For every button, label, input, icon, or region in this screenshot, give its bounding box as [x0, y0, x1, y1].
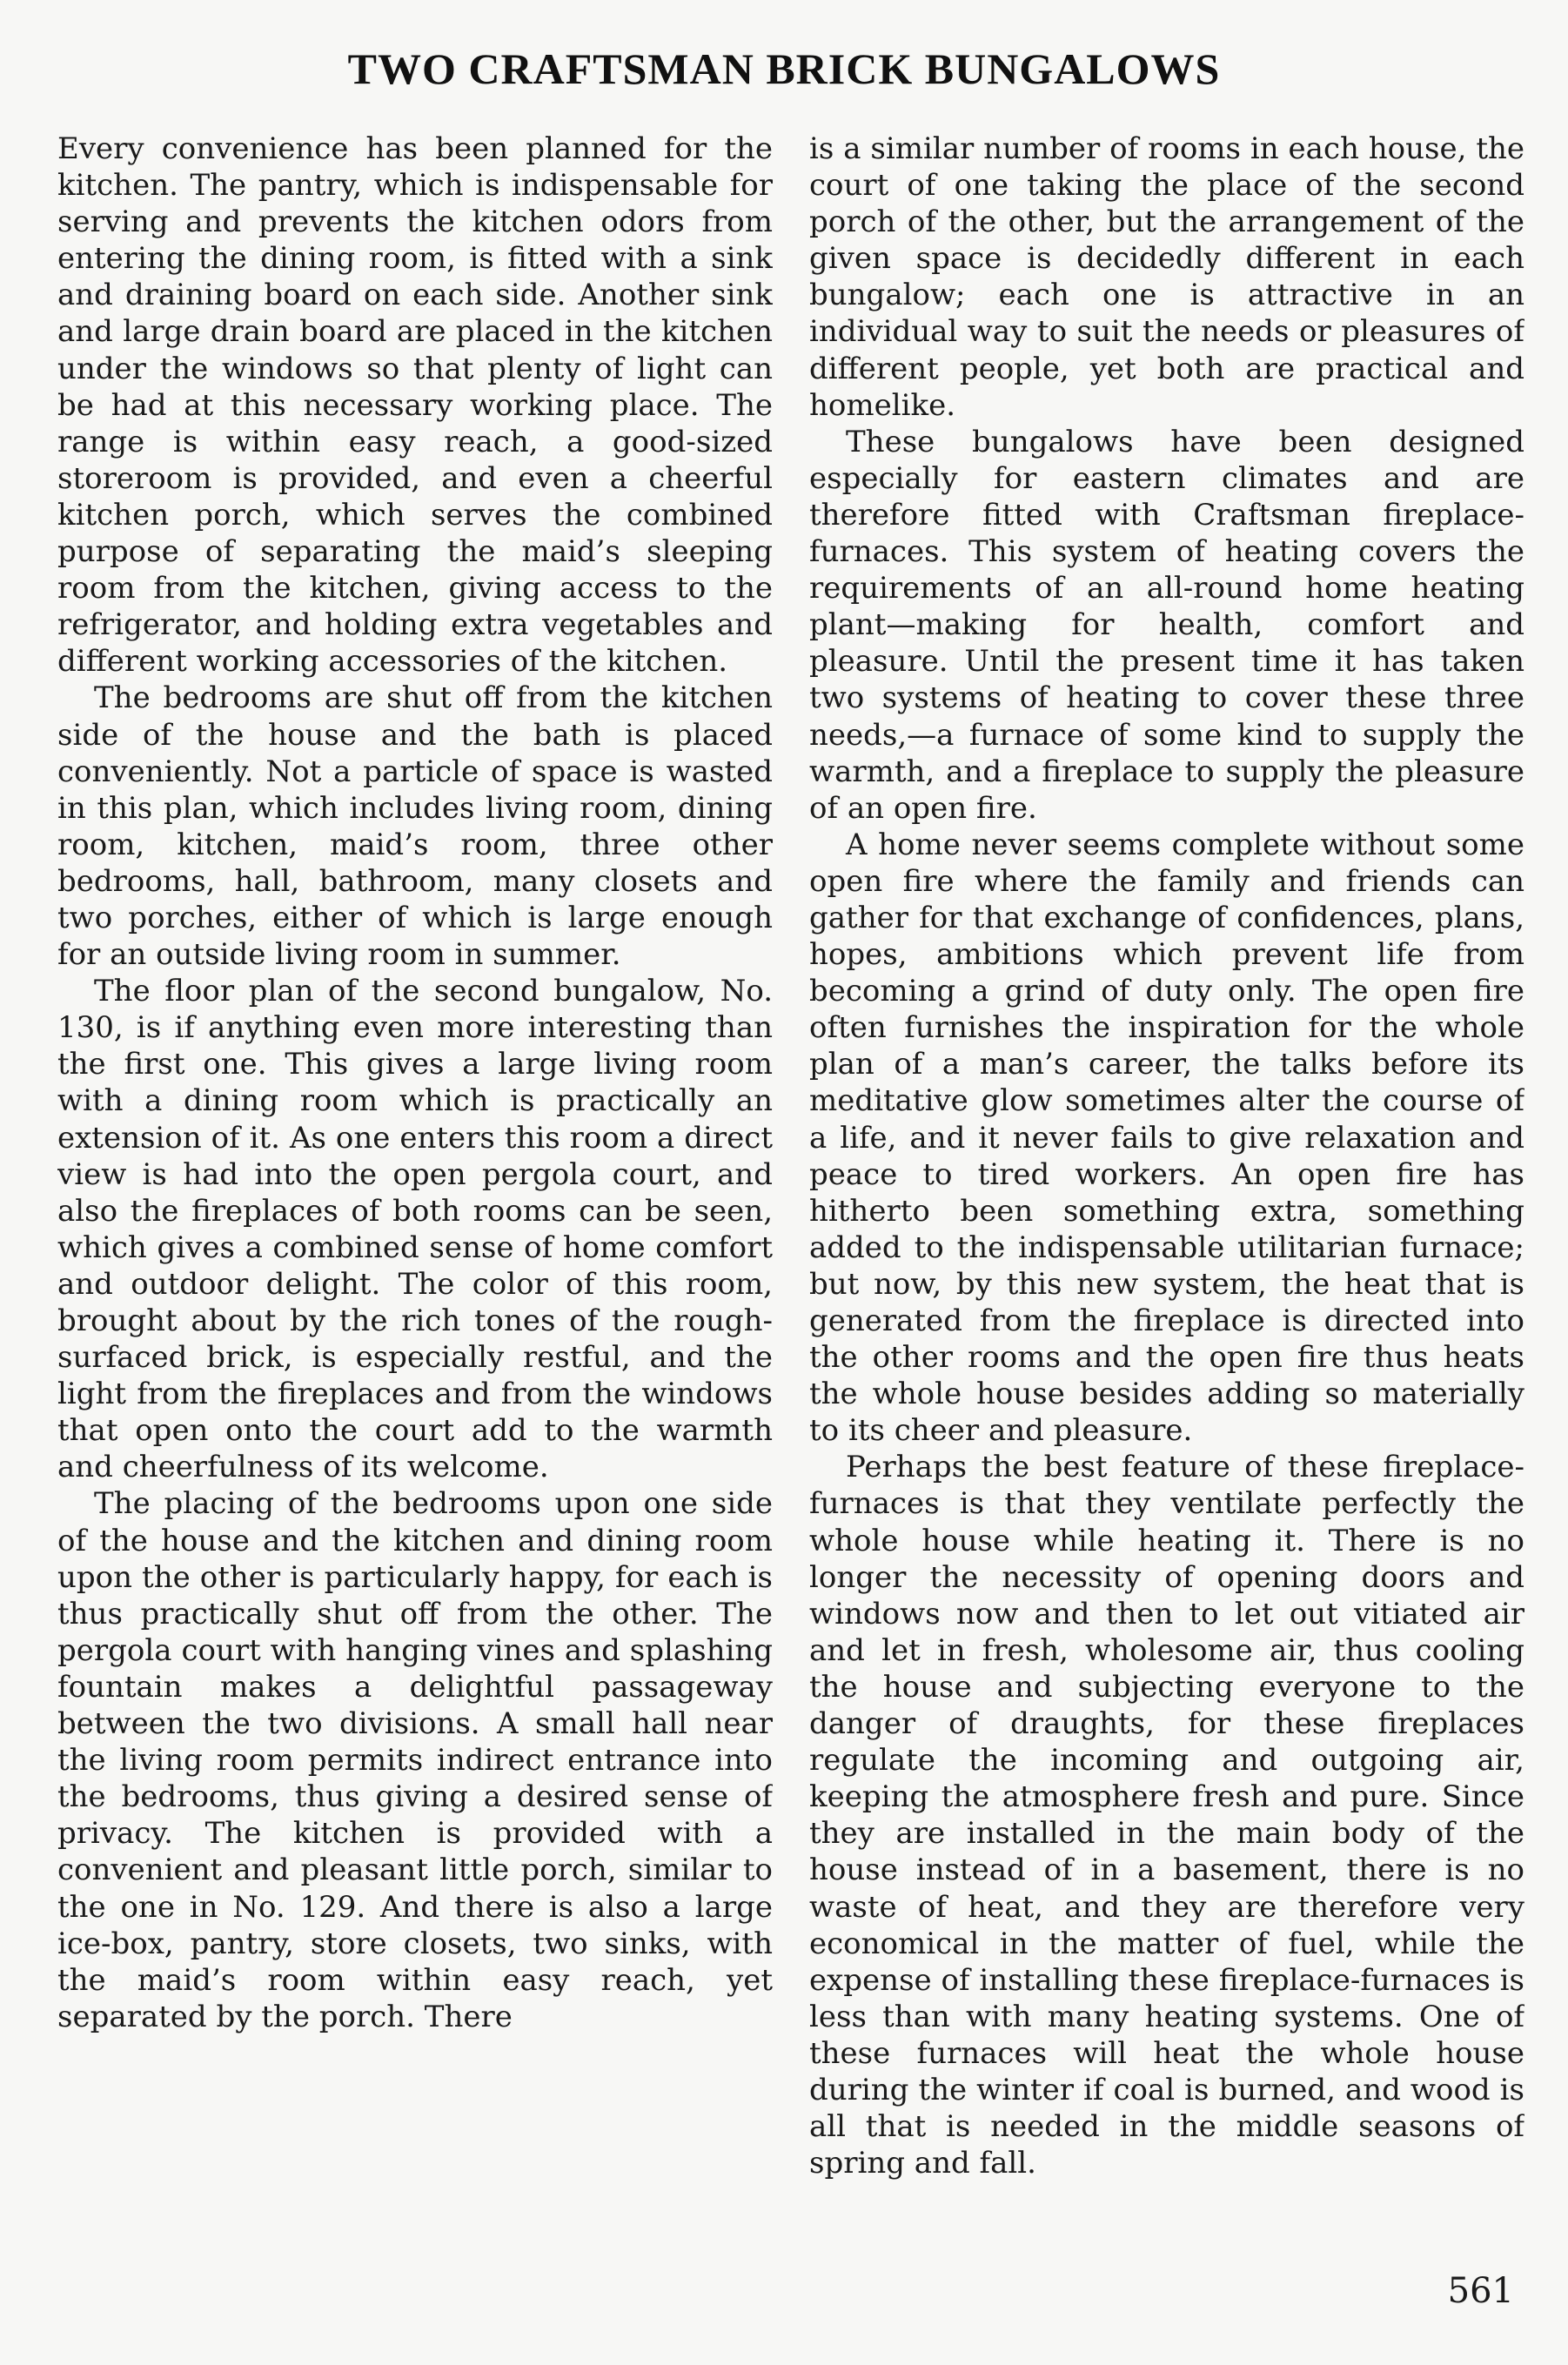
left-column — [57, 131, 773, 2271]
paragraph: The bedrooms are shut off from the kitchen side of the house and the bath is placed conveniently. Not a particle of space is wasted in this plan, which includes living room, dining room, kitchen, maid’s room, three other bedrooms, hall, bathroom, many closets and two porches, either of which is large enough for an outside living room in summer. — [57, 680, 773, 973]
paragraph: These bungalows have been designed especially for eastern climates and are therefore fitted with Craftsman fireplace-furnaces. This system of heating covers the requirements of an all-round home heating plant—making for health, comfort and pleasure. Until the present time it has taken two systems of heating to cover these three needs,—a furnace of some kind to supply the warmth, and a fireplace to supply the pleasure of an open fire. — [809, 424, 1524, 826]
paragraph: A home never seems complete without some open fire where the family and friends can gather for that exchange of confidences, plans, hopes, ambitions which prevent life from becoming a grind of duty only. The open fire often furnishes the inspiration for the whole plan of a man’s career, the talks before its meditative glow sometimes alter the course of a life, and it never fails to give relaxation and peace to tired workers. An open fire has hitherto been something extra, something added to the indispensable utilitarian furnace; but now, by this new system, the heat that is generated from the fireplace is directed into the other rooms and the open fire thus heats the whole house besides adding so materially to its cheer and pleasure. — [809, 827, 1524, 1449]
page-number: 561 — [1447, 2271, 1514, 2311]
paragraph: is a similar number of rooms in each house, the court of one taking the place of the second porch of the other, but the arrangement of the given space is decidedly different in each bungalow; each one is attractive in an individual way to suit the needs or pleasures of different people, yet both are practical and homelike. — [809, 131, 1524, 423]
page-title: TWO CRAFTSMAN BRICK BUNGALOWS — [347, 44, 1221, 93]
paragraph: Perhaps the best feature of these fireplace-furnaces is that they ventilate perfectly the whole house while heating it. There is no longer the necessity of opening doors and windows now and then to let out vitiated air and let in fresh, wholesome air, thus cooling the house and subjecting everyone to the danger of draughts, for these fireplaces regulate the incoming and outgoing air, keeping the atmosphere fresh and pure. Since they are installed in the main body of the house instead of in a basement, there is no waste of heat, and they are therefore very economical in the matter of fuel, while the expense of installing these fireplace-furnaces is less than with many heating systems. One of these furnaces will heat the whole house during the winter if coal is burned, and wood is all that is needed in the middle seasons of spring and fall. — [809, 1450, 1524, 2181]
paragraph: Every convenience has been planned for the kitchen. The pantry, which is indispensable for serving and prevents the kitchen odors from entering the dining room, is fitted with a sink and draining board on each side. Another sink and large drain board are placed in the kitchen under the windows so that plenty of light can be had at this necessary working place. The range is within easy reach, a good-sized storeroom is provided, and even a cheerful kitchen porch, which serves the combined purpose of separating the maid’s sleeping room from the kitchen, giving access to the refrigerator, and holding extra vegetables and different working accessories of the kitchen. — [57, 131, 773, 680]
paragraph: The placing of the bedrooms upon one side of the house and the kitchen and dining room upon the other is particularly happy, for each is thus practically shut off from the other. The pergola court with hanging vines and splashing fountain makes a delightful passageway between the two divisions. A small hall near the living room permits indirect entrance into the bedrooms, thus giving a desired sense of privacy. The kitchen is provided with a convenient and pleasant little porch, similar to the one in No. 129. And there is also a large ice-box, pantry, store closets, two sinks, with the maid’s room within easy reach, yet separated by the porch. There — [57, 1486, 773, 2034]
right-column — [809, 131, 1524, 2271]
paragraph: The floor plan of the second bungalow, No. 130, is if anything even more interesting than the first one. This gives a large living room with a dining room which is practically an extension of it. As one enters this room a direct view is had into the open pergola court, and also the fireplaces of both rooms can be seen, which gives a combined sense of home comfort and outdoor delight. The color of this room, brought about by the rich tones of the rough-surfaced brick, is especially restful, and the light from the fireplaces and from the windows that open onto the court add to the warmth and cheerfulness of its welcome. — [57, 974, 773, 1485]
